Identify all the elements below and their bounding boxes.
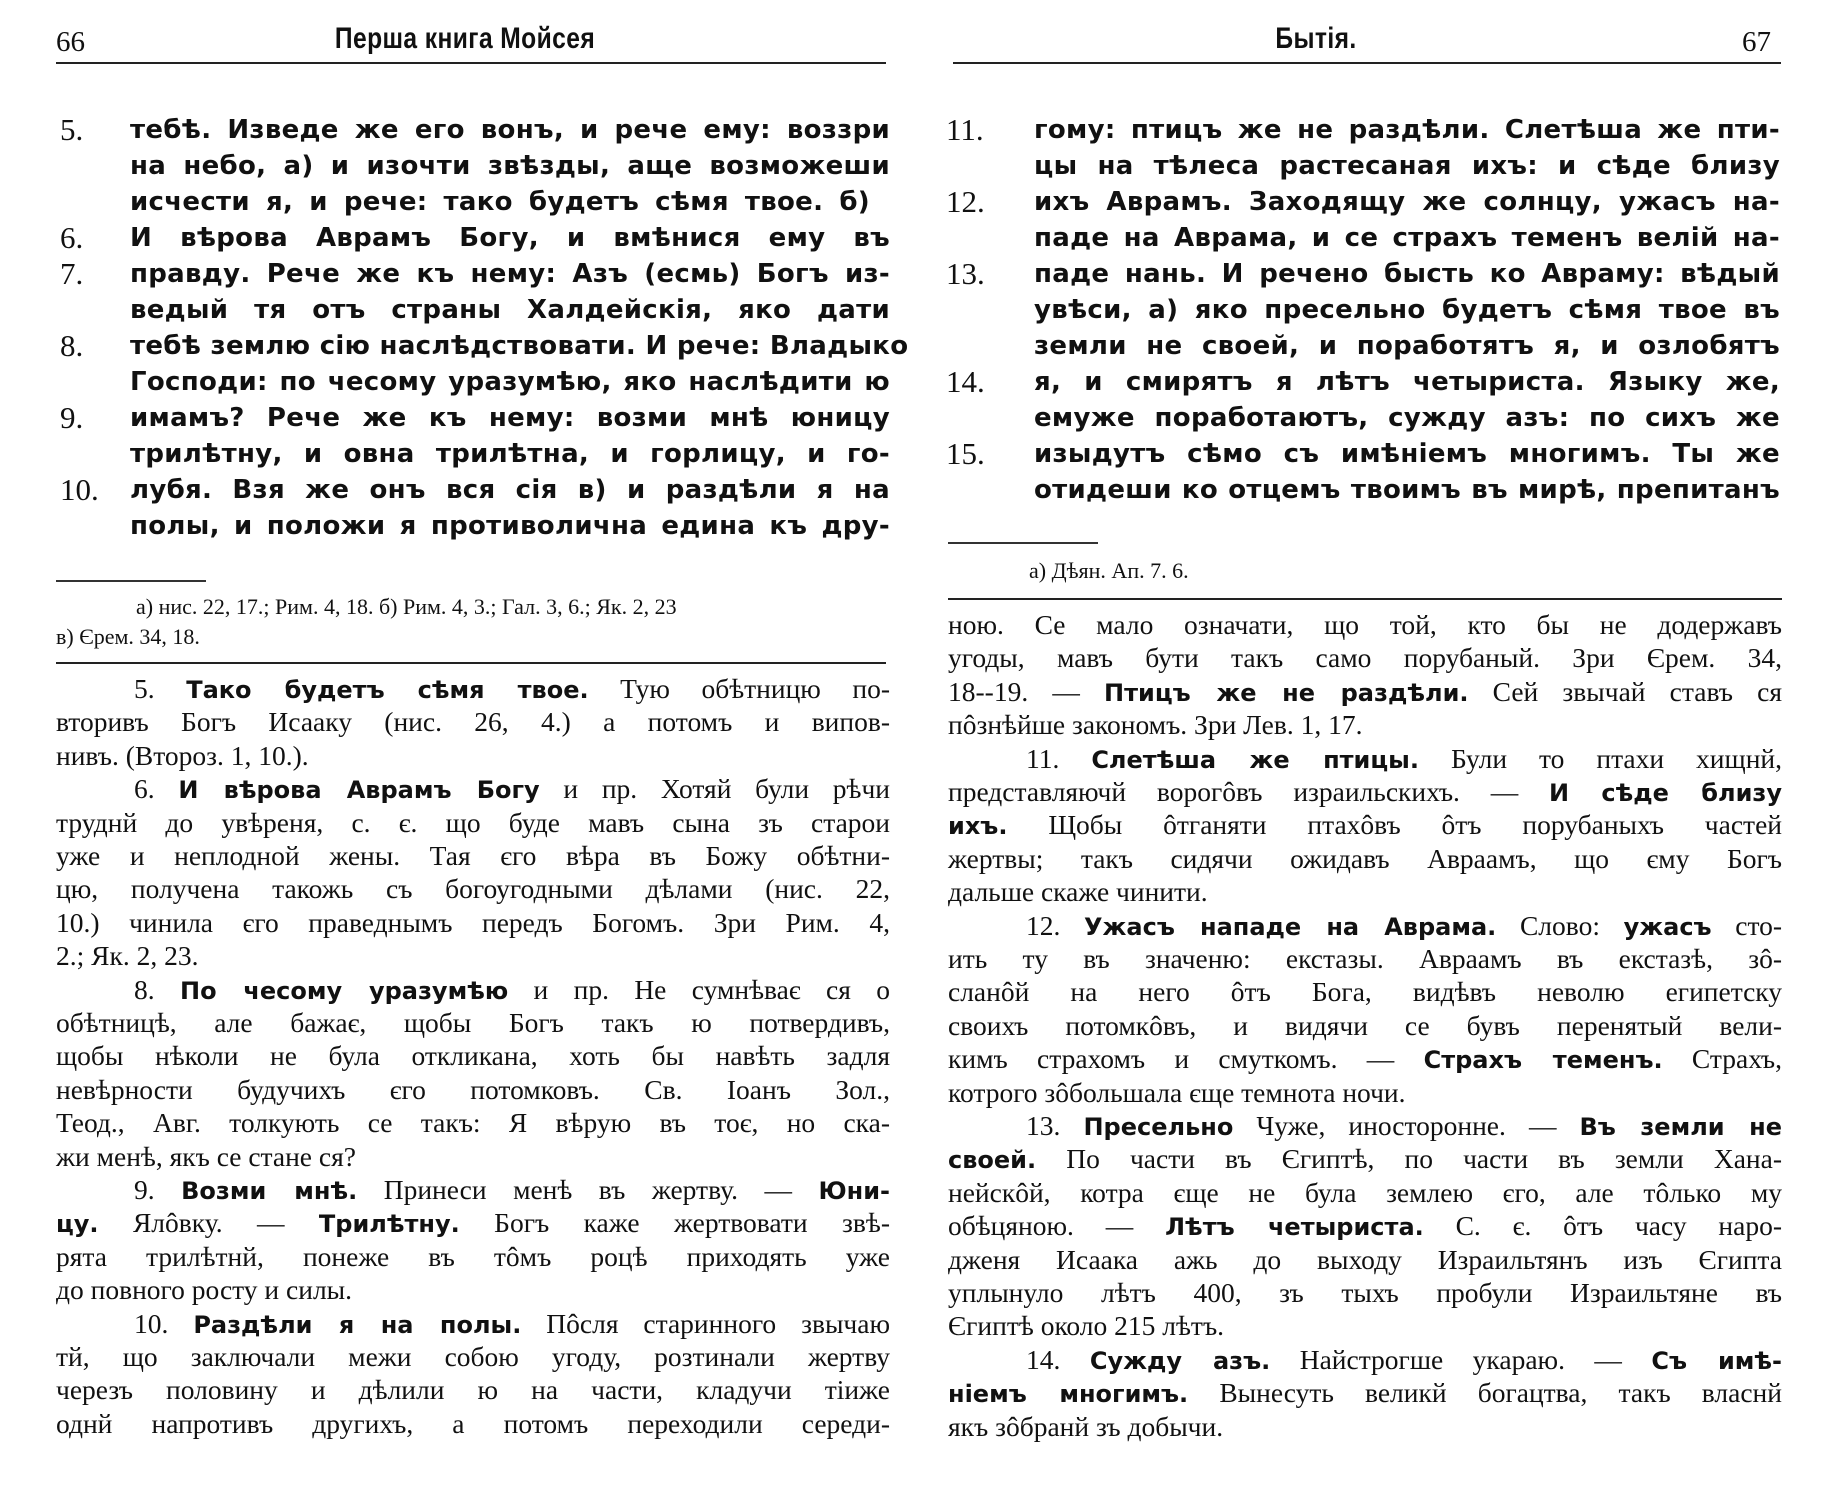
- commentary-line: [1026, 1109, 1782, 1144]
- commentary-line: [56, 872, 890, 905]
- commentary-line: [56, 939, 890, 972]
- scripture-line: отидеши ко отцемъ твоимъ въ мирѣ, препитанъ: [1034, 475, 1780, 505]
- verse-number: 7.: [60, 256, 84, 291]
- running-head: Перша книга Мойсея: [334, 22, 596, 55]
- scripture-line: исчести я, и рече: тако будетъ сѣмя твое. б): [130, 187, 870, 217]
- commentary-line: [1026, 742, 1782, 777]
- commentary-lemma: Тако будетъ сѣмя твое.: [186, 676, 589, 704]
- commentary-text: до повного росту и силы.: [56, 1274, 353, 1306]
- commentary-line: [948, 608, 1782, 641]
- scripture-line: ведый тя отъ страны Халдейскія, яко дати: [130, 295, 890, 325]
- commentary-text: обѣцяною. —: [948, 1210, 1166, 1242]
- commentary-text: 9.: [134, 1174, 182, 1205]
- page-number: 66: [56, 26, 85, 58]
- scripture-line: лубя. Взя же онъ вся сія в) и раздѣли я на: [130, 475, 890, 505]
- commentary-text: 10.: [134, 1307, 194, 1339]
- commentary-lemma: Ужасъ нападе на Аврама.: [1084, 912, 1497, 941]
- commentary-text: 2.; Як. 2, 23.: [56, 940, 199, 972]
- running-head: Бытія.: [1275, 22, 1357, 55]
- commentary-lemma: Пресельно: [1083, 1113, 1234, 1141]
- commentary-text: 6.: [134, 773, 179, 805]
- commentary-separator: [56, 662, 886, 664]
- commentary-line: [948, 1276, 1782, 1309]
- commentary-lemma: Лѣтъ четыриста.: [1165, 1213, 1424, 1242]
- commentary-text: цю, получена такожь съ богоугодными дѣлами (нис. 22,: [56, 873, 890, 905]
- commentary-text: и пр. Хотяй були рѣчи: [539, 773, 890, 805]
- scripture-line: на небо, а) и изочти звѣзды, аще возможеши: [130, 151, 890, 181]
- scripture-line: изыдутъ сѣмо съ имѣніемъ многимъ. Ты же: [1034, 439, 1780, 469]
- commentary-text: Сей звычай ставъ ся: [1468, 675, 1782, 707]
- commentary-text: уже и неплодной жены. Тая єго вѣра въ Божу обѣтни-: [56, 840, 890, 871]
- commentary-text: Єгиптѣ около 215 лѣтъ.: [948, 1310, 1225, 1342]
- commentary-lemma: своей.: [948, 1146, 1037, 1175]
- commentary-lemma: И вѣрова Аврамъ Богу: [178, 776, 540, 805]
- commentary-line: [948, 808, 1782, 843]
- commentary-line: [948, 1142, 1782, 1177]
- commentary-line: [56, 1373, 890, 1406]
- commentary-text: По части въ Єгиптѣ, по части въ земли Хана-: [1036, 1143, 1782, 1175]
- commentary-text: и пр. Не сумнѣває ся о: [508, 973, 890, 1005]
- commentary-line: [56, 806, 890, 839]
- commentary-text: Вынесуть великй богацтва, такъ власнй: [1188, 1377, 1782, 1409]
- commentary-text: Найстрогше укараю. —: [1270, 1343, 1652, 1375]
- commentary-text: Слово:: [1496, 909, 1624, 941]
- scripture-line: И вѣрова Аврамъ Богу, и вмѣнися ему въ: [130, 223, 890, 253]
- commentary-text: сто-: [1711, 909, 1783, 941]
- page-number: 67: [1742, 26, 1771, 58]
- scripture-line: цы на тѣлеса растесаная ихъ: и сѣде близу: [1034, 151, 1780, 181]
- commentary-line: [948, 1209, 1782, 1244]
- commentary-line: [56, 1140, 890, 1173]
- commentary-line: [56, 1106, 890, 1139]
- footnote-rule: [948, 542, 1098, 544]
- commentary-lemma: И сѣде близу: [1549, 779, 1782, 807]
- commentary-text: Тую обѣтницю по-: [588, 673, 891, 704]
- verse-number: 8.: [60, 328, 84, 363]
- commentary-text: ить ту въ значеню: екстазы. Авраамъ въ екстазѣ, зô-: [948, 943, 1782, 974]
- scripture-line: имамъ? Рече же къ нему: возми мнѣ юницу: [130, 403, 890, 433]
- commentary-text: Богъ каже жертвовати звѣ-: [459, 1207, 890, 1239]
- commentary-text: кимъ страхомъ и смуткомъ. —: [948, 1043, 1424, 1075]
- scripture-line: паде на Аврама, и се страхъ теменъ велій на-: [1034, 223, 1780, 253]
- commentary-line: [56, 1240, 890, 1273]
- verse-number: 5.: [60, 112, 84, 147]
- commentary-text: Ялôвку. —: [98, 1207, 319, 1239]
- commentary-line: [56, 1340, 890, 1373]
- commentary-text: 18--19. —: [948, 675, 1105, 707]
- commentary-text: дженя Исаака ажь до выходу Израильтянъ изъ Єгипта: [948, 1243, 1782, 1275]
- commentary-line: [56, 1206, 890, 1241]
- verse-number: 13.: [946, 256, 985, 291]
- commentary-text: якъ зôбранй зъ добычи.: [948, 1410, 1224, 1442]
- commentary-text: ною. Се мало означати, що той, кто бы не додержавъ: [948, 609, 1782, 640]
- commentary-lemma: Птицъ же не раздѣли.: [1104, 678, 1469, 707]
- commentary-line: [948, 1176, 1782, 1209]
- scripture-line: земли не своей, и поработятъ я, и озлобятъ: [1034, 331, 1780, 361]
- commentary-line: [948, 1076, 1782, 1109]
- commentary-text: тй, що заключали межи собою угоду, розтинали жертву: [56, 1341, 890, 1372]
- commentary-text: черезъ половину и дѣлили ю на части, кладучи тіиже: [56, 1374, 890, 1406]
- commentary-line: [948, 942, 1782, 975]
- scripture-line: паде нань. И речено бысть ко Авраму: вѣдый: [1034, 259, 1780, 289]
- commentary-line: [948, 1243, 1782, 1276]
- scripture-line: тебѣ. Изведе же его вонъ, и рече ему: воззри: [130, 115, 890, 145]
- commentary-line: [56, 1273, 890, 1306]
- right-page: [916, 0, 1832, 1500]
- footnote: а) Дѣян. Ап. 7. 6.: [1029, 558, 1189, 583]
- scripture-line: правду. Рече же къ нему: Азъ (есмь) Богъ из-: [130, 259, 890, 289]
- commentary-text: Пôсля старинного звычаю: [521, 1307, 891, 1339]
- commentary-text: вторивъ Богъ Исааку (нис. 26, 4.) а потомъ и випов-: [56, 706, 890, 738]
- commentary-line: [134, 672, 890, 707]
- commentary-line: [948, 675, 1782, 710]
- scripture-line: гому: птицъ же не раздѣли. Слетѣша же пти-: [1034, 115, 1780, 145]
- commentary-text: 14.: [1026, 1343, 1090, 1375]
- commentary-text: труднй до увѣреня, с. є. що буде мавъ сына зъ старои: [56, 806, 890, 838]
- commentary-text: жертвы; такъ сидячи ожидавъ Авраамъ, що єму Богъ: [948, 842, 1782, 874]
- commentary-lemma: Страхъ теменъ.: [1423, 1046, 1663, 1075]
- footnote: в) Єрем. 34, 18.: [56, 624, 200, 649]
- commentary-text: Принеси менѣ въ жертву. —: [357, 1174, 819, 1205]
- commentary-line: [948, 1376, 1782, 1411]
- commentary-line: [948, 708, 1782, 741]
- commentary-text: Були то птахи хищнй,: [1419, 742, 1783, 774]
- verse-number: 6.: [60, 220, 84, 255]
- commentary-text: 12.: [1026, 909, 1085, 941]
- commentary-text: пôзнѣйше закономъ. Зри Лев. 1, 17.: [948, 709, 1363, 741]
- commentary-text: нивъ. (Второз. 1, 10.).: [56, 739, 309, 771]
- commentary-text: котрого зôбольшала єще темнота ночи.: [948, 1076, 1406, 1108]
- commentary-line: [56, 705, 890, 738]
- commentary-text: уплынуло лѣтъ 400, зъ тыхъ пробули Израильтяне въ: [948, 1277, 1782, 1308]
- verse-number: 12.: [946, 184, 985, 219]
- commentary-line: [134, 973, 890, 1008]
- commentary-text: своихъ потомкôвъ, и видячи се бувъ перенятый вели-: [948, 1009, 1782, 1041]
- scripture-line: я, и смирятъ я лѣтъ четыриста. Языку же,: [1034, 367, 1780, 397]
- commentary-text: рята трилѣтнй, понеже въ тôмъ роцѣ приходять уже: [56, 1240, 890, 1272]
- commentary-text: 11.: [1026, 742, 1092, 774]
- commentary-text: нейскôй, котра єще не була землею єго, але тôлько му: [948, 1176, 1782, 1208]
- verse-number: 15.: [946, 436, 985, 471]
- commentary-lemma: Сужду азъ.: [1089, 1346, 1271, 1375]
- commentary-separator: [948, 598, 1782, 600]
- commentary-line: [56, 1006, 890, 1039]
- commentary-text: 8.: [134, 973, 180, 1005]
- commentary-text: дальше скаже чинити.: [948, 876, 1208, 908]
- commentary-line: [56, 739, 890, 772]
- footnote-rule: [56, 580, 206, 582]
- commentary-text: 10.) чинила єго праведнымъ передъ Богомъ. Зри Рим. 4,: [56, 906, 890, 938]
- header-rule: [953, 62, 1781, 64]
- commentary-lemma: Юни-: [818, 1177, 890, 1205]
- commentary-line: [948, 975, 1782, 1008]
- commentary-line: [56, 839, 890, 872]
- commentary-line: [134, 1307, 890, 1342]
- commentary-text: невѣрности будучихъ єго потомковъ. Св. Іоанъ Зол.,: [56, 1073, 890, 1105]
- commentary-text: 5.: [134, 673, 187, 704]
- commentary-lemma: Въ земли не: [1579, 1113, 1782, 1141]
- commentary-line: [948, 875, 1782, 908]
- verse-number: 14.: [946, 364, 985, 399]
- commentary-line: [56, 1073, 890, 1106]
- commentary-text: Чуже, иносторонне. —: [1233, 1110, 1580, 1141]
- commentary-text: С. є. ôтъ часу наро-: [1423, 1210, 1782, 1242]
- commentary-line: [1026, 909, 1782, 944]
- scripture-line: увѣси, а) яко пресельно будетъ сѣмя твое въ: [1034, 295, 1780, 325]
- commentary-text: представляючй ворогôвъ израильскихъ. —: [948, 776, 1550, 807]
- verse-number: 10.: [60, 472, 99, 507]
- commentary-line: [948, 1410, 1782, 1443]
- commentary-line: [948, 1042, 1782, 1077]
- commentary-lemma: Слетѣша же птицы.: [1091, 745, 1419, 774]
- commentary-text: Щобы ôтганяти птахôвъ ôтъ порубаныхъ частей: [1007, 809, 1782, 841]
- commentary-text: 13.: [1026, 1110, 1084, 1141]
- commentary-text: Теод., Авг. толкують се такъ: Я вѣрую въ тоє, но ска-: [56, 1107, 890, 1139]
- commentary-lemma: ужасъ: [1623, 912, 1712, 941]
- verse-number: 11.: [946, 112, 984, 147]
- commentary-line: [56, 1039, 890, 1072]
- commentary-lemma: цу.: [56, 1210, 99, 1239]
- commentary-lemma: Съ имѣ-: [1651, 1346, 1783, 1375]
- commentary-lemma: ихъ.: [948, 812, 1008, 841]
- footnote: а) нис. 22, 17.; Рим. 4, 18. б) Рим. 4, 3.; Гал. 3, 6.; Як. 2, 23: [136, 594, 677, 619]
- scripture-line: ихъ Аврамъ. Заходящу же солнцу, ужасъ на-: [1034, 187, 1780, 217]
- commentary-text: жи менѣ, якъ се стане ся?: [56, 1140, 356, 1172]
- commentary-line: [1026, 1343, 1782, 1378]
- commentary-text: однй напротивъ другихъ, а потомъ переходили середи-: [56, 1407, 890, 1439]
- commentary-text: обѣтницѣ, але бажає, щобы Богъ такъ ю потвердивъ,: [56, 1007, 890, 1038]
- commentary-text: Страхъ,: [1662, 1043, 1783, 1075]
- commentary-lemma: Трилѣтну.: [318, 1210, 460, 1239]
- commentary-line: [56, 906, 890, 939]
- commentary-line: [948, 641, 1782, 674]
- commentary-line: [948, 1009, 1782, 1042]
- commentary-lemma: ніемъ многимъ.: [948, 1380, 1189, 1409]
- commentary-lemma: По чесому уразумѣю: [179, 976, 509, 1005]
- commentary-lemma: Возми мнѣ.: [181, 1177, 358, 1205]
- scripture-line: полы, и положи я противолична едина къ дру-: [130, 511, 890, 541]
- scripture-line: тебѣ землю сію наслѣдствовати. И рече: Владыко: [130, 331, 909, 361]
- commentary-line: [948, 842, 1782, 875]
- commentary-text: щобы нѣколи не була откликана, хоть бы навѣть задля: [56, 1040, 890, 1072]
- commentary-lemma: Раздѣли я на полы.: [193, 1310, 522, 1339]
- commentary-line: [948, 775, 1782, 810]
- commentary-text: угоды, мавъ бути такъ само порубаный. Зри Єрем. 34,: [948, 642, 1782, 674]
- commentary-line: [134, 1173, 890, 1208]
- scripture-line: емуже поработаютъ, сужду азъ: по сихъ же: [1034, 403, 1780, 433]
- scripture-line: Господи: по чесому уразумѣю, яко наслѣдити ю: [130, 367, 890, 397]
- commentary-line: [56, 1407, 890, 1440]
- header-rule: [56, 62, 886, 64]
- commentary-text: сланôй на него ôтъ Бога, видѣвъ неволю египетску: [948, 976, 1782, 1008]
- commentary-line: [134, 772, 890, 807]
- scripture-line: трилѣтну, и овна трилѣтна, и горлицу, и го-: [130, 439, 890, 469]
- commentary-line: [948, 1309, 1782, 1342]
- verse-number: 9.: [60, 400, 84, 435]
